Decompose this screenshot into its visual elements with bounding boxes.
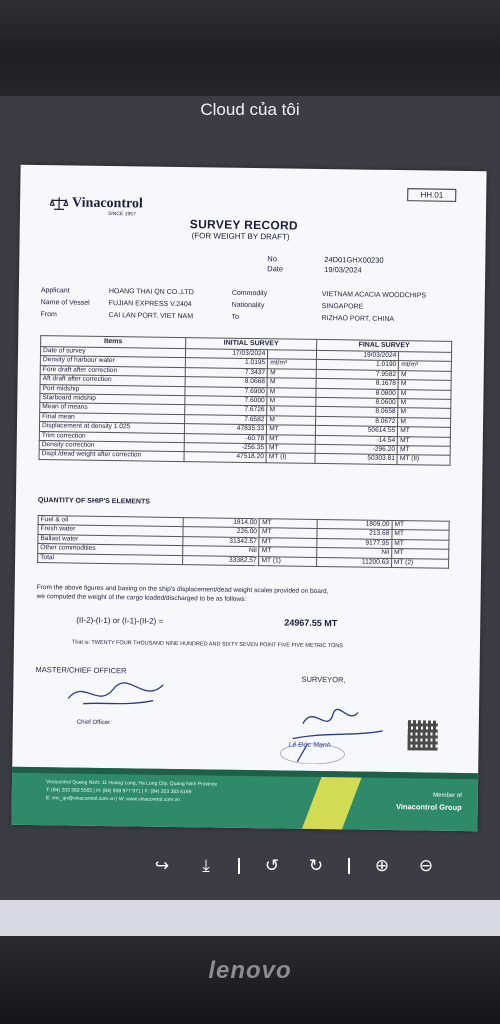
cell-unit: M bbox=[267, 416, 316, 426]
cell-value: 17/03/2024 bbox=[185, 349, 267, 360]
cell-value: 8.0668 bbox=[185, 377, 267, 388]
cell-unit: M bbox=[267, 397, 316, 407]
document-subtitle: (FOR WEIGHT BY DRAFT) bbox=[191, 231, 290, 242]
cell-value: 7.6900 bbox=[185, 386, 267, 397]
cell-unit: MT (I) bbox=[266, 453, 315, 463]
row-label: Density correction bbox=[39, 441, 184, 452]
toolbar-separator bbox=[348, 858, 350, 874]
no-label: No. bbox=[267, 254, 280, 264]
cell-value: 8.1678 bbox=[316, 379, 398, 390]
viewer-toolbar bbox=[150, 856, 438, 876]
cell-value: 8.0600 bbox=[316, 397, 398, 408]
cell-value: 1.0195 bbox=[185, 358, 267, 369]
cell-value: 1809.00 bbox=[317, 519, 392, 529]
col-initial-survey: INITIAL SURVEY bbox=[186, 338, 317, 351]
rotate-left-icon[interactable]: ↺ bbox=[264, 856, 280, 875]
row-label: Aft draft after correction bbox=[40, 375, 185, 386]
surveyor-name: Lê Đức Mạnh bbox=[288, 741, 331, 750]
cell-unit: M bbox=[398, 417, 451, 427]
col-items: Items bbox=[41, 336, 186, 349]
cell-value: 226.00 bbox=[183, 527, 260, 537]
cell-value: 7.3437 bbox=[185, 367, 267, 378]
date-value: 19/03/2024 bbox=[324, 265, 362, 275]
elements-title: QUANTITY OF SHIP'S ELEMENTS bbox=[37, 497, 150, 506]
cell-unit: MT bbox=[392, 549, 449, 559]
cell-value: 47835.33 bbox=[184, 424, 266, 435]
chief-officer-caption: Chief Officer bbox=[76, 719, 111, 727]
footer-web: E: vnc_qn@vinacontrol.com.vn | W: www.vinacontrol.com.vn bbox=[45, 795, 180, 804]
cell-unit: M bbox=[267, 406, 316, 416]
row-label: Port midship bbox=[40, 384, 185, 395]
download-icon[interactable]: ⤓ bbox=[202, 856, 210, 875]
footer-phone: T: (84) 203 383 5565 | H: (84) 938 977 971 | F: (84) 203 383 6169 bbox=[45, 787, 192, 796]
cell-value: 33382.57 bbox=[183, 555, 260, 565]
cell-value: 50303.81 bbox=[315, 454, 397, 465]
date-label: Date bbox=[267, 264, 284, 274]
row-label: Displacement at density 1.025 bbox=[39, 422, 184, 433]
cell-unit: MT bbox=[267, 425, 316, 435]
form-code: HH.01 bbox=[407, 188, 456, 202]
surveyor-signature bbox=[272, 693, 393, 765]
row-label: Mean of means bbox=[40, 403, 185, 414]
elements-table bbox=[37, 515, 450, 569]
cell-value: 1.0190 bbox=[316, 360, 398, 371]
col-final-survey: FINAL SURVEY bbox=[317, 339, 452, 352]
cell-value: -60.78 bbox=[184, 433, 266, 444]
cell-value: 7.9582 bbox=[316, 369, 398, 380]
cell-value: 7.6582 bbox=[185, 414, 267, 425]
row-label: Date of survey bbox=[40, 347, 185, 358]
cell-unit: MT bbox=[259, 547, 316, 557]
cell-unit: M bbox=[398, 389, 451, 399]
to-label: To bbox=[231, 313, 239, 321]
survey-table bbox=[39, 335, 453, 466]
cell-unit: mt/m³ bbox=[399, 361, 452, 371]
cell-unit: MT bbox=[392, 530, 449, 540]
viewer-bottom-strip bbox=[0, 900, 500, 936]
cell-unit: M bbox=[399, 370, 452, 380]
cell-unit: M bbox=[267, 378, 316, 388]
document-footer bbox=[11, 767, 478, 832]
cell-unit: mt/m³ bbox=[268, 359, 317, 369]
cell-unit: MT bbox=[392, 539, 449, 549]
zoom-in-icon[interactable]: ⊕ bbox=[374, 856, 390, 875]
nationality-label: Nationality bbox=[231, 301, 265, 310]
company-logo bbox=[50, 195, 143, 212]
surveyor-label: SURVEYOR, bbox=[301, 674, 346, 685]
cell-unit: MT bbox=[266, 444, 315, 454]
vessel-value: FUJIAN EXPRESS V.2404 bbox=[108, 300, 192, 309]
cell-unit: MT bbox=[397, 446, 450, 456]
row-label: Other commodities bbox=[38, 544, 183, 555]
cell-value: 7.6000 bbox=[185, 396, 267, 407]
row-label: Density of harbour water bbox=[40, 356, 185, 367]
row-label: Displ./dead weight after correction bbox=[39, 450, 184, 461]
master-label: MASTER/CHIEF OFFICER bbox=[35, 665, 127, 676]
cell-unit: MT (II) bbox=[397, 455, 450, 465]
cell-unit: M bbox=[268, 369, 317, 379]
cell-value: 8.0672 bbox=[316, 416, 398, 427]
cell-value: 47518.20 bbox=[184, 452, 266, 463]
footer-group: Vinacontrol Group bbox=[395, 802, 462, 812]
row-label: Fore draft after correction bbox=[40, 365, 185, 376]
cell-unit: M bbox=[267, 387, 316, 397]
cell-value: 19/03/2024 bbox=[316, 350, 398, 361]
cell-value: Nil bbox=[316, 548, 391, 558]
cell-value: Nil bbox=[183, 546, 260, 556]
footer-line bbox=[12, 767, 478, 780]
cell-unit: MT (1) bbox=[259, 556, 316, 566]
survey-document bbox=[11, 165, 486, 831]
commodity-value: VIETNAM ACACIA WOODCHIPS bbox=[321, 290, 427, 300]
cell-value: 8.0800 bbox=[316, 388, 398, 399]
cell-unit: MT bbox=[259, 537, 316, 547]
cell-value: 50614.55 bbox=[315, 426, 397, 437]
cell-value: -296.20 bbox=[315, 444, 397, 455]
cell-unit: MT bbox=[398, 436, 451, 446]
to-value: RIZHAO PORT, CHINA bbox=[321, 314, 395, 324]
cell-unit: MT bbox=[260, 519, 317, 529]
toolbar-separator bbox=[238, 858, 240, 874]
row-label: Trim correction bbox=[39, 431, 184, 442]
commodity-label: Commodity bbox=[231, 289, 268, 298]
from-label: From bbox=[40, 311, 57, 319]
cell-unit: M bbox=[398, 408, 451, 418]
rotate-right-icon[interactable]: ↻ bbox=[308, 856, 324, 875]
zoom-out-icon[interactable]: ⊖ bbox=[418, 856, 434, 875]
no-value: 24D01GHX00230 bbox=[324, 255, 384, 265]
row-label: Fresh water bbox=[38, 525, 183, 536]
row-label: Total bbox=[38, 553, 183, 564]
cargo-formula: (II-2)-(I-1) or (I-1)-(II-2) = bbox=[76, 615, 164, 626]
applicant-value: HOANG THAI QN CO.,LTD bbox=[108, 288, 194, 297]
vessel-label: Name of Vessel bbox=[40, 299, 90, 307]
cell-value: 9177.95 bbox=[316, 538, 391, 548]
cell-value: 7.6726 bbox=[185, 405, 267, 416]
nationality-value: SINGAPORE bbox=[321, 302, 364, 311]
footer-address: Vinacontrol Quang Ninh: 11 Hoang Long, Ha Long City, Quang Ninh Province bbox=[45, 779, 218, 788]
cell-unit: MT bbox=[259, 528, 316, 538]
result-in-words: That is: TWENTY FOUR THOUSAND NINE HUNDRED AND SIXTY SEVEN POINT FIVE FIVE METRIC TONS bbox=[71, 639, 343, 650]
viewer-title: Cloud của tôi bbox=[200, 100, 300, 119]
qr-code bbox=[407, 720, 437, 750]
cell-value: -256.35 bbox=[184, 443, 266, 454]
row-label: Fuel & oil bbox=[38, 516, 183, 527]
from-value: CAI LAN PORT, VIET NAM bbox=[108, 312, 194, 321]
cell-unit: MT bbox=[398, 427, 451, 437]
cell-value: 213.68 bbox=[317, 529, 392, 539]
cell-value: 8.0658 bbox=[316, 407, 398, 418]
row-label: Ballast water bbox=[38, 534, 183, 545]
scale-logo-icon bbox=[50, 196, 68, 210]
footer-member: Member of bbox=[433, 792, 462, 800]
cell-value: -14.54 bbox=[315, 435, 397, 446]
applicant-label: Applicant bbox=[40, 287, 70, 295]
company-name: Vinacontrol bbox=[71, 195, 143, 212]
cell-unit: MT bbox=[392, 520, 449, 530]
company-since: SINCE 1957 bbox=[107, 211, 136, 218]
row-label: Final mean bbox=[40, 412, 185, 423]
cell-unit: MT bbox=[267, 434, 316, 444]
paragraph-2: we computed the weight of the cargo loaded/discharged to be as follows: bbox=[36, 593, 247, 603]
master-signature bbox=[63, 673, 174, 715]
cell-unit: M bbox=[398, 399, 451, 409]
cell-value: 1814.00 bbox=[183, 518, 260, 528]
cell-value: 31342.57 bbox=[183, 536, 260, 546]
laptop-brand-logo: lenovo bbox=[208, 957, 292, 984]
cargo-result: 24967.55 MT bbox=[284, 617, 338, 629]
laptop-bezel-top bbox=[0, 0, 500, 96]
share-icon[interactable]: ↪ bbox=[154, 856, 170, 875]
cell-unit: MT (2) bbox=[391, 558, 448, 568]
document-title: SURVEY RECORD bbox=[189, 217, 299, 233]
footer-stripe bbox=[302, 777, 362, 829]
paragraph-1: From the above figures and basing on the ship's displacement/dead weight scales provided on board, bbox=[36, 584, 329, 596]
cell-value: 11200.63 bbox=[316, 557, 391, 567]
cell-unit: M bbox=[398, 380, 451, 390]
row-label: Starboard midship bbox=[40, 394, 185, 405]
